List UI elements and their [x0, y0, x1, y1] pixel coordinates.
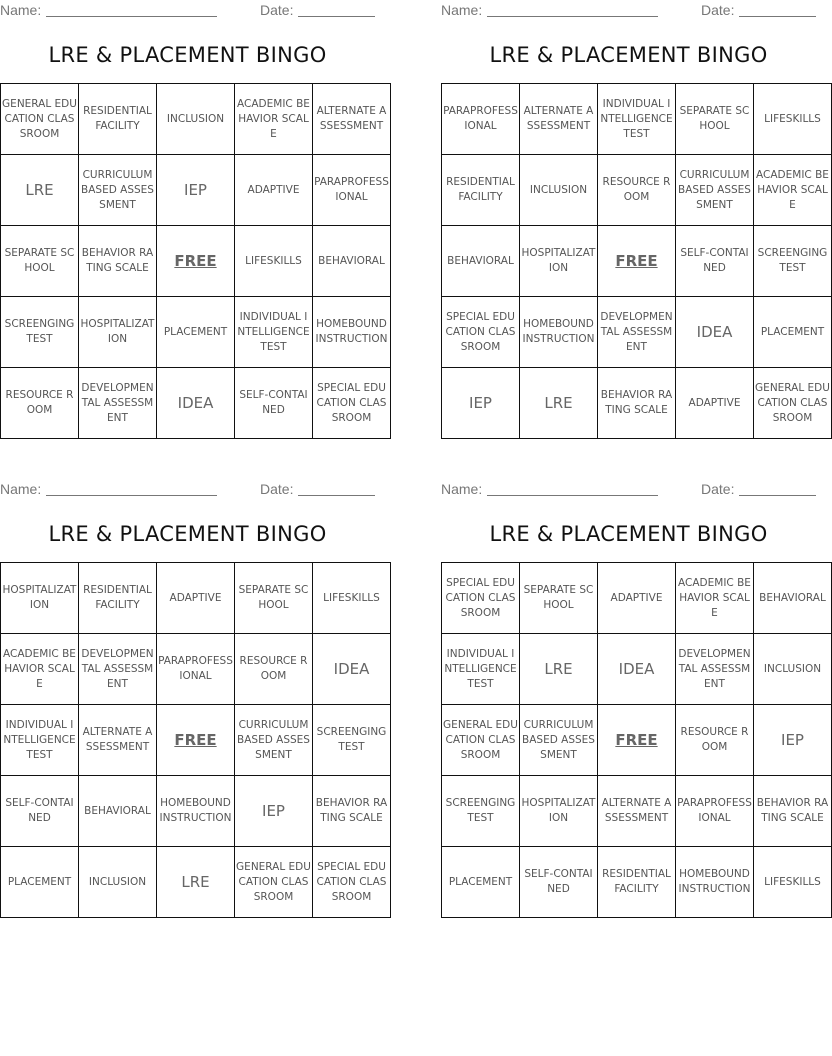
bingo-cell: BEHAVIOR RATING SCALE: [313, 776, 391, 847]
bingo-row: [1, 634, 391, 705]
name-label: Name:: [441, 2, 483, 18]
bingo-cell: BEHAVIORAL: [79, 776, 157, 847]
bingo-cell: DEVELOPMENTAL ASSESSMENT: [598, 297, 676, 368]
date-label: Date:: [260, 2, 294, 18]
bingo-grid: [0, 562, 391, 918]
card-title: LRE & PLACEMENT BINGO: [489, 522, 768, 546]
bingo-cell: INDIVIDUAL INTELLIGENCE TEST: [1, 705, 79, 776]
bingo-cell: RESIDENTIAL FACILITY: [442, 155, 520, 226]
bingo-row: [1, 84, 391, 155]
bingo-cell: SEPARATE SCHOOL: [676, 84, 754, 155]
date-label: Date:: [701, 481, 735, 497]
name-date-line: [441, 2, 816, 20]
bingo-cell: SPECIAL EDUCATION CLASSROOM: [313, 847, 391, 918]
card-title: LRE & PLACEMENT BINGO: [48, 522, 327, 546]
bingo-card-3: [0, 479, 388, 919]
bingo-cell: GENERAL EDUCATION CLASSROOM: [754, 368, 832, 439]
bingo-cell: IDEA: [676, 297, 754, 368]
bingo-cell: ACADEMIC BEHAVIOR SCALE: [1, 634, 79, 705]
bingo-cell: SELF-CONTAINED: [235, 368, 313, 439]
bingo-cell: LRE: [520, 368, 598, 439]
bingo-cell: DEVELOPMENTAL ASSESSMENT: [79, 368, 157, 439]
bingo-cell: SELF-CONTAINED: [520, 847, 598, 918]
bingo-cell: HOSPITALIZATION: [1, 563, 79, 634]
date-label: Date:: [701, 2, 735, 18]
bingo-cell: LIFESKILLS: [235, 226, 313, 297]
bingo-cell: HOMEBOUND INSTRUCTION: [520, 297, 598, 368]
bingo-cell: INCLUSION: [157, 84, 235, 155]
date-blank: [739, 2, 816, 17]
name-blank: [46, 481, 217, 496]
bingo-cell: RESIDENTIAL FACILITY: [79, 84, 157, 155]
name-date-line: [0, 481, 375, 499]
bingo-cell: RESIDENTIAL FACILITY: [79, 563, 157, 634]
bingo-cell: HOMEBOUND INSTRUCTION: [313, 297, 391, 368]
bingo-cell: BEHAVIOR RATING SCALE: [598, 368, 676, 439]
bingo-cell: RESOURCE ROOM: [676, 705, 754, 776]
bingo-cell: PLACEMENT: [1, 847, 79, 918]
bingo-cell: ACADEMIC BEHAVIOR SCALE: [754, 155, 832, 226]
bingo-row: [442, 563, 832, 634]
bingo-cell: PARAPROFESSIONAL: [442, 84, 520, 155]
name-label: Name:: [0, 2, 42, 18]
bingo-cell: IEP: [157, 155, 235, 226]
name-blank: [487, 2, 658, 17]
bingo-cell: BEHAVIOR RATING SCALE: [754, 776, 832, 847]
bingo-cell: HOSPITALIZATION: [520, 226, 598, 297]
bingo-cell: BEHAVIORAL: [442, 226, 520, 297]
bingo-cell: PARAPROFESSIONAL: [676, 776, 754, 847]
bingo-cell: INDIVIDUAL INTELLIGENCE TEST: [235, 297, 313, 368]
bingo-cell: ALTERNATE ASSESSMENT: [520, 84, 598, 155]
bingo-cell: GENERAL EDUCATION CLASSROOM: [442, 705, 520, 776]
bingo-cell: RESIDENTIAL FACILITY: [598, 847, 676, 918]
bingo-cell: ALTERNATE ASSESSMENT: [313, 84, 391, 155]
bingo-card-2: [441, 0, 830, 440]
bingo-row: [1, 155, 391, 226]
bingo-row: [442, 155, 832, 226]
bingo-cell: ADAPTIVE: [157, 563, 235, 634]
bingo-cell: BEHAVIOR RATING SCALE: [79, 226, 157, 297]
name-label: Name:: [441, 481, 483, 497]
card-title: LRE & PLACEMENT BINGO: [489, 43, 768, 67]
bingo-cell: ADAPTIVE: [598, 563, 676, 634]
bingo-grid: [0, 83, 391, 439]
bingo-cell: RESOURCE ROOM: [1, 368, 79, 439]
name-blank: [487, 481, 658, 496]
bingo-row: [1, 226, 391, 297]
bingo-cell: PLACEMENT: [754, 297, 832, 368]
bingo-cell: FREE: [157, 705, 235, 776]
name-date-line: [441, 481, 816, 499]
bingo-cell: INCLUSION: [754, 634, 832, 705]
bingo-cell: LRE: [157, 847, 235, 918]
bingo-cell: LIFESKILLS: [754, 84, 832, 155]
bingo-cell: SELF-CONTAINED: [676, 226, 754, 297]
bingo-cell: DEVELOPMENTAL ASSESSMENT: [79, 634, 157, 705]
bingo-cell: SEPARATE SCHOOL: [1, 226, 79, 297]
bingo-cell: IEP: [235, 776, 313, 847]
bingo-cell: FREE: [598, 226, 676, 297]
bingo-cell: PLACEMENT: [442, 847, 520, 918]
date-blank: [298, 481, 375, 496]
bingo-cell: BEHAVIORAL: [313, 226, 391, 297]
bingo-row: [442, 776, 832, 847]
bingo-cell: SEPARATE SCHOOL: [235, 563, 313, 634]
bingo-cell: CURRICULUM BASED ASSESSMENT: [520, 705, 598, 776]
bingo-cell: PARAPROFESSIONAL: [157, 634, 235, 705]
bingo-cell: RESOURCE ROOM: [235, 634, 313, 705]
bingo-row: [1, 563, 391, 634]
bingo-cell: SEPARATE SCHOOL: [520, 563, 598, 634]
bingo-cell: LIFESKILLS: [313, 563, 391, 634]
bingo-row: [442, 847, 832, 918]
bingo-cell: CURRICULUM BASED ASSESSMENT: [79, 155, 157, 226]
bingo-card-4: [441, 479, 829, 919]
bingo-cell: SCREENGING TEST: [1, 297, 79, 368]
bingo-grid: [441, 562, 832, 918]
bingo-cell: CURRICULUM BASED ASSESSMENT: [235, 705, 313, 776]
bingo-cell: SPECIAL EDUCATION CLASSROOM: [442, 297, 520, 368]
bingo-cell: IDEA: [157, 368, 235, 439]
name-blank: [46, 2, 217, 17]
bingo-cell: IEP: [442, 368, 520, 439]
bingo-cell: LRE: [1, 155, 79, 226]
bingo-cell: DEVELOPMENTAL ASSESSMENT: [676, 634, 754, 705]
date-blank: [739, 481, 816, 496]
bingo-cell: SCREENGING TEST: [754, 226, 832, 297]
bingo-cell: INCLUSION: [79, 847, 157, 918]
bingo-row: [1, 847, 391, 918]
bingo-cell: IEP: [754, 705, 832, 776]
bingo-grid: [441, 83, 832, 439]
bingo-cell: RESOURCE ROOM: [598, 155, 676, 226]
bingo-cell: INDIVIDUAL INTELLIGENCE TEST: [442, 634, 520, 705]
bingo-row: [1, 705, 391, 776]
bingo-cell: LRE: [520, 634, 598, 705]
bingo-cell: HOMEBOUND INSTRUCTION: [676, 847, 754, 918]
bingo-cell: GENERAL EDUCATION CLASSROOM: [1, 84, 79, 155]
bingo-cell: ALTERNATE ASSESSMENT: [79, 705, 157, 776]
bingo-cell: SPECIAL EDUCATION CLASSROOM: [313, 368, 391, 439]
bingo-cell: HOMEBOUND INSTRUCTION: [157, 776, 235, 847]
date-blank: [298, 2, 375, 17]
bingo-row: [1, 776, 391, 847]
bingo-card-1: [0, 0, 389, 440]
bingo-cell: BEHAVIORAL: [754, 563, 832, 634]
bingo-cell: IDEA: [313, 634, 391, 705]
bingo-cell: LIFESKILLS: [754, 847, 832, 918]
bingo-cell: PLACEMENT: [157, 297, 235, 368]
bingo-cell: ACADEMIC BEHAVIOR SCALE: [235, 84, 313, 155]
bingo-cell: INCLUSION: [520, 155, 598, 226]
bingo-cell: IDEA: [598, 634, 676, 705]
bingo-row: [1, 297, 391, 368]
bingo-cell: SCREENGING TEST: [442, 776, 520, 847]
bingo-cell: SELF-CONTAINED: [1, 776, 79, 847]
bingo-cell: ADAPTIVE: [235, 155, 313, 226]
bingo-cell: HOSPITALIZATION: [79, 297, 157, 368]
bingo-cell: INDIVIDUAL INTELLIGENCE TEST: [598, 84, 676, 155]
bingo-cell: HOSPITALIZATION: [520, 776, 598, 847]
bingo-cell: PARAPROFESSIONAL: [313, 155, 391, 226]
bingo-row: [442, 705, 832, 776]
bingo-cell: FREE: [598, 705, 676, 776]
bingo-cell: ACADEMIC BEHAVIOR SCALE: [676, 563, 754, 634]
bingo-row: [1, 368, 391, 439]
bingo-row: [442, 84, 832, 155]
date-label: Date:: [260, 481, 294, 497]
card-title: LRE & PLACEMENT BINGO: [48, 43, 327, 67]
bingo-row: [442, 297, 832, 368]
bingo-row: [442, 634, 832, 705]
bingo-cell: SPECIAL EDUCATION CLASSROOM: [442, 563, 520, 634]
bingo-cell: CURRICULUM BASED ASSESSMENT: [676, 155, 754, 226]
bingo-row: [442, 226, 832, 297]
bingo-cell: FREE: [157, 226, 235, 297]
bingo-cell: GENERAL EDUCATION CLASSROOM: [235, 847, 313, 918]
name-label: Name:: [0, 481, 42, 497]
bingo-row: [442, 368, 832, 439]
bingo-cell: SCREENGING TEST: [313, 705, 391, 776]
bingo-cell: ALTERNATE ASSESSMENT: [598, 776, 676, 847]
bingo-cell: ADAPTIVE: [676, 368, 754, 439]
name-date-line: [0, 2, 375, 20]
